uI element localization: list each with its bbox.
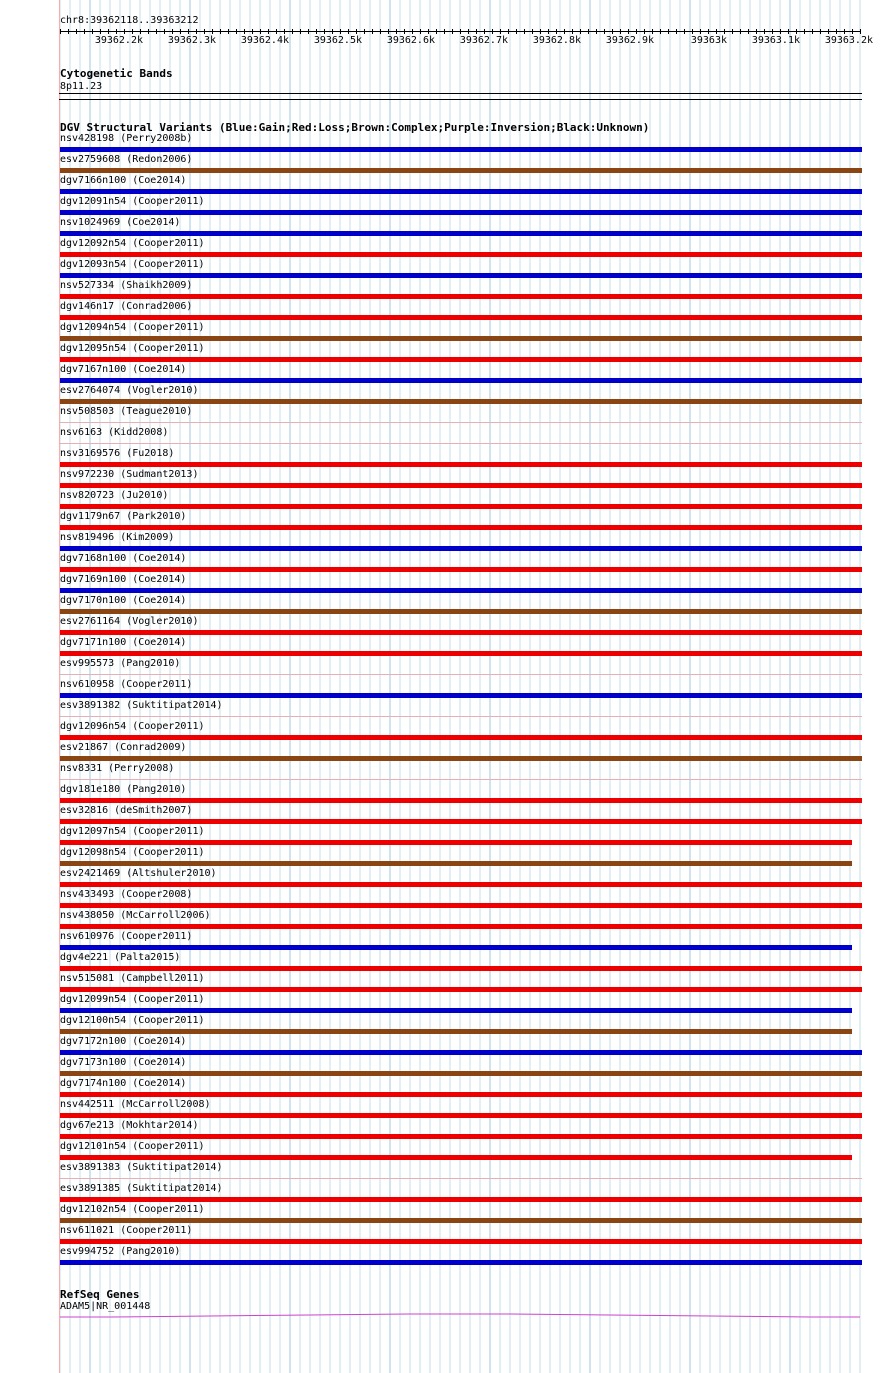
dgv-variant-bar[interactable] [60, 588, 862, 593]
dgv-variant-bar[interactable] [60, 1113, 862, 1118]
dgv-variant-label[interactable]: dgv12091n54 (Cooper2011) [60, 196, 205, 207]
dgv-variant-label[interactable]: esv2761164 (Vogler2010) [60, 616, 199, 627]
ruler-tick-label: 39363.2k [824, 35, 873, 46]
dgv-variant-label[interactable]: dgv12099n54 (Cooper2011) [60, 994, 205, 1005]
dgv-variant-bar[interactable] [60, 378, 862, 383]
dgv-variant-bar[interactable] [60, 840, 852, 845]
dgv-variant-bar[interactable] [60, 945, 852, 950]
dgv-variant-bar[interactable] [60, 1092, 862, 1097]
dgv-variant-label[interactable]: esv2764074 (Vogler2010) [60, 385, 199, 396]
dgv-variant-label[interactable]: esv32816 (deSmith2007) [60, 805, 193, 816]
dgv-variant-bar[interactable] [60, 1218, 862, 1223]
dgv-variant-bar[interactable] [60, 1008, 852, 1013]
dgv-variant-label[interactable]: esv2759608 (Redon2006) [60, 154, 193, 165]
dgv-variant-bar[interactable] [60, 168, 862, 173]
cytoband-line [59, 93, 862, 94]
dgv-variant-label[interactable]: dgv12094n54 (Cooper2011) [60, 322, 205, 333]
dgv-variant-bar[interactable] [60, 252, 862, 257]
dgv-variant-label[interactable]: nsv820723 (Ju2010) [60, 490, 169, 501]
dgv-variant-bar[interactable] [60, 882, 862, 887]
dgv-variant-label[interactable]: nsv611021 (Cooper2011) [60, 1225, 193, 1236]
dgv-variant-label[interactable]: esv3891385 (Suktitipat2014) [60, 1183, 223, 1194]
dgv-variant-bar[interactable] [60, 147, 862, 152]
dgv-variant-label[interactable]: nsv527334 (Shaikh2009) [60, 280, 193, 291]
ruler-tick-label: 39362.3k [167, 35, 216, 46]
dgv-variant-label[interactable]: esv995573 (Pang2010) [60, 658, 181, 669]
dgv-variant-label[interactable]: dgv7168n100 (Coe2014) [60, 553, 187, 564]
dgv-variant-label[interactable]: nsv610958 (Cooper2011) [60, 679, 193, 690]
dgv-variant-label[interactable]: dgv12096n54 (Cooper2011) [60, 721, 205, 732]
dgv-variant-bar[interactable] [60, 1260, 862, 1265]
cytoband-label[interactable]: 8p11.23 [60, 81, 103, 92]
dgv-variant-label[interactable]: dgv4e221 (Palta2015) [60, 952, 181, 963]
dgv-variant-bar[interactable] [60, 651, 862, 656]
dgv-variant-bar[interactable] [60, 231, 862, 236]
dgv-variant-bar[interactable] [60, 189, 862, 194]
dgv-variant-bar[interactable] [60, 462, 862, 467]
dgv-variant-label[interactable]: esv3891383 (Suktitipat2014) [60, 1162, 223, 1173]
dgv-variant-bar[interactable] [60, 315, 862, 320]
dgv-variant-label[interactable]: dgv181e180 (Pang2010) [60, 784, 187, 795]
dgv-variant-label[interactable]: dgv7166n100 (Coe2014) [60, 175, 187, 186]
dgv-variant-label[interactable]: dgv7170n100 (Coe2014) [60, 595, 187, 606]
ruler-tick-label: 39363k [690, 35, 727, 46]
dgv-variant-label[interactable]: nsv515081 (Campbell2011) [60, 973, 205, 984]
dgv-variant-label[interactable]: nsv3169576 (Fu2018) [60, 448, 175, 459]
dgv-variant-bar[interactable] [60, 273, 862, 278]
dgv-variant-bar[interactable] [60, 819, 862, 824]
ruler-tick-label: 39362.6k [386, 35, 435, 46]
dgv-variant-bar[interactable] [60, 735, 862, 740]
dgv-variant-label[interactable]: nsv508503 (Teague2010) [60, 406, 193, 417]
dgv-variant-bar[interactable] [60, 1239, 862, 1244]
dgv-variant-bar[interactable] [60, 630, 862, 635]
track-divider [59, 99, 862, 100]
dgv-variant-bar[interactable] [60, 357, 862, 362]
dgv-variant-label[interactable]: nsv6163 (Kidd2008) [60, 427, 169, 438]
dgv-variant-label[interactable]: dgv7173n100 (Coe2014) [60, 1057, 187, 1068]
dgv-variant-label[interactable]: nsv972230 (Sudmant2013) [60, 469, 199, 480]
dgv-variant-bar[interactable] [60, 1134, 862, 1139]
dgv-variant-label[interactable]: nsv428198 (Perry2008b) [60, 133, 193, 144]
dgv-variant-label[interactable]: dgv146n17 (Conrad2006) [60, 301, 193, 312]
dgv-empty-row-line [59, 422, 862, 423]
dgv-variant-bar[interactable] [60, 693, 862, 698]
dgv-variant-label[interactable]: esv21867 (Conrad2009) [60, 742, 187, 753]
dgv-variant-label[interactable]: dgv7172n100 (Coe2014) [60, 1036, 187, 1047]
dgv-variant-bar[interactable] [60, 609, 862, 614]
dgv-empty-row-line [59, 1178, 862, 1179]
dgv-track-title: DGV Structural Variants (Blue:Gain;Red:Loss;Brown:Complex;Purple:Inversion;Black:Unknown) [60, 121, 650, 134]
dgv-variant-bar[interactable] [60, 861, 852, 866]
refseq-track-title: RefSeq Genes [60, 1288, 140, 1301]
dgv-variant-bar[interactable] [60, 1155, 852, 1160]
dgv-variant-label[interactable]: nsv819496 (Kim2009) [60, 532, 175, 543]
dgv-variant-bar[interactable] [60, 987, 862, 992]
dgv-variant-bar[interactable] [60, 798, 862, 803]
dgv-variant-bar[interactable] [60, 294, 862, 299]
dgv-variant-bar[interactable] [60, 903, 862, 908]
refseq-gene-label[interactable]: ADAM5|NR_001448 [60, 1301, 151, 1312]
ruler-tick-label: 39362.2k [94, 35, 143, 46]
dgv-empty-row-line [59, 674, 862, 675]
dgv-variant-label[interactable]: nsv610976 (Cooper2011) [60, 931, 193, 942]
dgv-variant-label[interactable]: dgv12093n54 (Cooper2011) [60, 259, 205, 270]
dgv-variant-bar[interactable] [60, 504, 862, 509]
dgv-variant-label[interactable]: nsv438050 (McCarroll2006) [60, 910, 211, 921]
dgv-variant-label[interactable]: dgv12102n54 (Cooper2011) [60, 1204, 205, 1215]
dgv-variant-label[interactable]: esv2421469 (Altshuler2010) [60, 868, 217, 879]
dgv-variant-bar[interactable] [60, 1071, 862, 1076]
dgv-empty-row-line [59, 779, 862, 780]
dgv-variant-bar[interactable] [60, 756, 862, 761]
ruler-tick-label: 39363.1k [751, 35, 800, 46]
dgv-variant-label[interactable]: nsv1024969 (Coe2014) [60, 217, 181, 228]
dgv-variant-bar[interactable] [60, 567, 862, 572]
dgv-variant-label[interactable]: dgv12097n54 (Cooper2011) [60, 826, 205, 837]
dgv-variant-bar[interactable] [60, 483, 862, 488]
dgv-variant-bar[interactable] [60, 1197, 862, 1202]
dgv-empty-row-line [59, 716, 862, 717]
dgv-variant-bar[interactable] [60, 210, 862, 215]
dgv-empty-row-line [59, 443, 862, 444]
dgv-variant-label[interactable]: dgv7174n100 (Coe2014) [60, 1078, 187, 1089]
ruler-tick-label: 39362.4k [240, 35, 289, 46]
dgv-variant-label[interactable]: dgv12101n54 (Cooper2011) [60, 1141, 205, 1152]
ruler-tick-label: 39362.7k [459, 35, 508, 46]
position-label: chr8:39362118..39363212 [60, 15, 199, 26]
dgv-variant-bar[interactable] [60, 966, 862, 971]
dgv-variant-bar[interactable] [60, 1050, 862, 1055]
dgv-variant-label[interactable]: dgv7167n100 (Coe2014) [60, 364, 187, 375]
dgv-variant-bar[interactable] [60, 525, 862, 530]
dgv-variant-bar[interactable] [60, 399, 862, 404]
dgv-variant-label[interactable]: dgv7169n100 (Coe2014) [60, 574, 187, 585]
dgv-variant-label[interactable]: dgv7171n100 (Coe2014) [60, 637, 187, 648]
dgv-variant-bar[interactable] [60, 924, 862, 929]
dgv-variant-bar[interactable] [60, 1029, 852, 1034]
dgv-variant-bar[interactable] [60, 546, 862, 551]
dgv-variant-label[interactable]: nsv8331 (Perry2008) [60, 763, 175, 774]
dgv-variant-label[interactable]: dgv12095n54 (Cooper2011) [60, 343, 205, 354]
cytoband-track-title: Cytogenetic Bands [60, 67, 173, 80]
dgv-variant-label[interactable]: nsv433493 (Cooper2008) [60, 889, 193, 900]
dgv-variant-label[interactable]: dgv67e213 (Mokhtar2014) [60, 1120, 199, 1131]
ruler-tick-label: 39362.8k [532, 35, 581, 46]
dgv-variant-label[interactable]: dgv1179n67 (Park2010) [60, 511, 187, 522]
dgv-variant-label[interactable]: esv994752 (Pang2010) [60, 1246, 181, 1257]
dgv-variant-label[interactable]: dgv12098n54 (Cooper2011) [60, 847, 205, 858]
dgv-variant-label[interactable]: esv3891382 (Suktitipat2014) [60, 700, 223, 711]
dgv-variant-label[interactable]: nsv442511 (McCarroll2008) [60, 1099, 211, 1110]
dgv-variant-bar[interactable] [60, 336, 862, 341]
ruler-tick-label: 39362.5k [313, 35, 362, 46]
ruler-tick-label: 39362.9k [605, 35, 654, 46]
refseq-gene-feature[interactable] [0, 1308, 890, 1322]
dgv-variant-label[interactable]: dgv12100n54 (Cooper2011) [60, 1015, 205, 1026]
refseq-gene-line [60, 1314, 860, 1317]
dgv-variant-label[interactable]: dgv12092n54 (Cooper2011) [60, 238, 205, 249]
